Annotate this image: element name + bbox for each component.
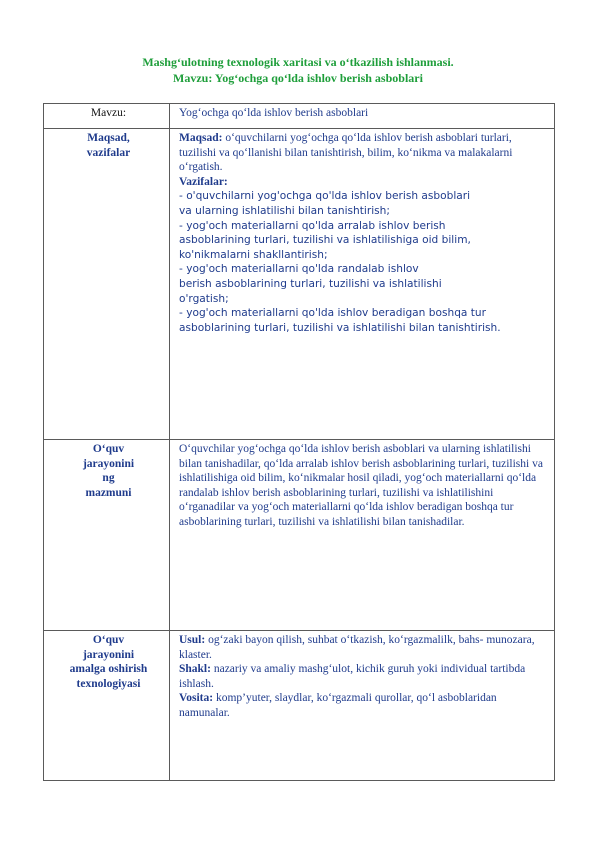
maqsad-heading: Maqsad: (179, 132, 223, 144)
usul-heading: Usul: (179, 634, 206, 646)
vazifalar-heading: Vazifalar: (179, 175, 228, 188)
maqsad-text: o‘quvchilarni yog‘ochga qo‘lda ishlov berish asboblari turlari, tuzilishi va qo‘llanishi bilan tanishtirish, bilim, ko‘nikma va malakalarni o‘rgatish. (179, 132, 513, 174)
maqsad-content-cell (170, 129, 555, 440)
task-line: - o'quvchilarni yog'ochga qo'lda ishlov berish asboblari (179, 190, 471, 203)
task-line: o'rgatish; (179, 292, 229, 305)
task-line: asboblarining turlari, tuzilishi va ishlatilishiga oid bilim, (179, 234, 471, 247)
mazmun-label-line: ng (102, 472, 115, 485)
mazmun-label-line: jarayonini (82, 457, 135, 470)
task-line: va ularning ishlatilishi bilan tanishtirish; (179, 204, 390, 217)
maqsad-paragraph (179, 131, 549, 175)
title-line-2: Mavzu: Yog‘ochga qo‘lda ishlov berish asboblari (173, 71, 423, 85)
texnologiya-label-line: O‘quv (92, 634, 125, 646)
shakl-text: nazariy va amaliy mashg‘ulot, kichik guruh yoki individual tartibda ishlash. (179, 663, 526, 690)
texnologiya-content-cell (170, 631, 555, 781)
task-line: asboblarining turlari, tuzilishi va ishlatilishi bilan tanishtirish. (179, 321, 501, 334)
maqsad-label-line: Maqsad, (87, 132, 130, 144)
vosita-text: komp’yuter, slaydlar, ko‘rgazmali qurollar, qo‘l asboblaridan namunalar. (179, 692, 497, 719)
texnologiya-label-line: texnologiyasi (76, 677, 141, 690)
shakl-paragraph (179, 662, 549, 691)
table-row-mazmun (44, 440, 555, 631)
mazmun-label-cell (44, 440, 170, 631)
usul-paragraph (179, 633, 549, 662)
vosita-paragraph (179, 691, 549, 720)
title-line-1: Mashg‘ulotning texnologik xaritasi va o‘tkazilish ishlanmasi. (142, 55, 454, 69)
usul-text: og‘zaki bayon qilish, suhbat o‘tkazish, ko‘rgazmalilk, bahs- munozara, klaster. (179, 634, 535, 661)
texnologiya-label-line: amalga oshirish (69, 663, 148, 676)
document-title (0, 54, 596, 86)
mazmun-label-line: mazmuni (85, 486, 132, 499)
technology-map-table (43, 103, 555, 781)
table-row-mavzu (44, 104, 555, 129)
task-line: ko'nikmalarni shakllantirish; (179, 248, 328, 261)
texnologiya-label-line: jarayonini (82, 648, 135, 661)
vosita-heading: Vosita: (179, 692, 214, 705)
task-line: - yog'och materiallarni qo'lda ishlov beradigan boshqa tur (179, 307, 486, 320)
mazmun-text: O‘quvchilar yog‘ochga qo‘lda ishlov berish asboblari va ularning ishlatilishi bilan tanishadilar, qo‘lda arralab ishlov berish asboblarining turlari, tuzilishi va ishlatilishiga oid bilim, ko‘nikmalar hosil qiladi, yog‘och materiallarni qo‘lda randalab ishlov berish asboblarining turlari, tuzilishi va ishlatilishini o‘rganadilar va yog‘och materiallarni qo‘lda ishlov beradigan boshqa tur asboblarining turlari, tuzilishi va ishlatilishi bilan tanishadilar. (170, 440, 555, 631)
table-row-maqsad (44, 129, 555, 440)
shakl-heading: Shakl: (179, 663, 211, 676)
task-line: - yog'och materiallarni qo'lda randalab ishlov (179, 263, 419, 276)
texnologiya-label-cell (44, 631, 170, 781)
task-list (179, 189, 549, 335)
mazmun-label-line: O‘quv (92, 443, 125, 455)
mavzu-value: Yog‘ochga qo‘lda ishlov berish asboblari (170, 104, 555, 129)
task-line: berish asboblarining turlari, tuzilishi va ishlatilishi (179, 277, 442, 290)
task-line: - yog'och materiallarni qo'lda arralab ishlov berish (179, 219, 446, 232)
mavzu-label: Mavzu: (44, 104, 170, 129)
maqsad-label-cell (44, 129, 170, 440)
table-row-texnologiya (44, 631, 555, 781)
maqsad-label-line: vazifalar (86, 146, 131, 159)
